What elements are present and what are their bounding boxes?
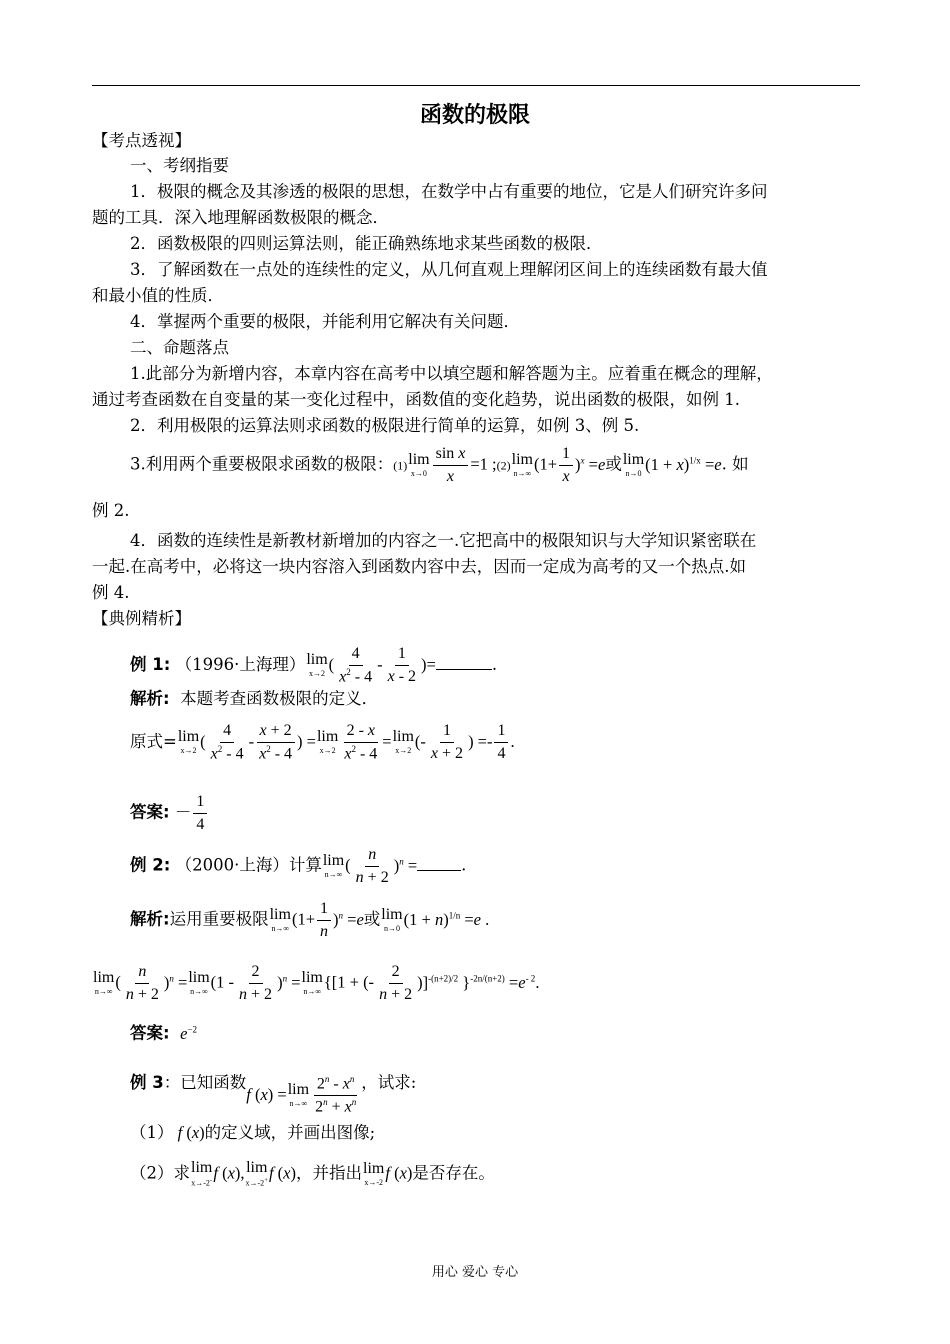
- section-header-kaodian: 【考点透视】: [92, 131, 191, 150]
- math-fraction: $\frac{x + 2}{x^2 - 4}$: [256, 722, 295, 763]
- math-lim: lim x→2: [392, 728, 414, 756]
- example-2-label: 例 2:: [130, 855, 171, 875]
- page-footer: 用心 爱心 专心: [431, 1265, 519, 1280]
- math-fraction: $\frac{4}{x^2 - 4}$: [210, 722, 244, 762]
- example-2-derivation: lim n→∞ ( $\frac{n}{n + 2}$ )$^n$ = lim n→∞ (1 - $\frac{2}{n + 2}$ )$^n$ = lim n→∞ {[1 + (- $\frac{2}{n + 2}$ )]$^{-(n+2)/2}$ }$^{-2n/(n+2)} =e^{- 2}$.: [93, 963, 540, 1003]
- point-4-line1: 4．函数的连续性是新教材新增加的内容之一.它把高中的极限知识与大学知识紧密联在: [130, 531, 757, 550]
- math-fraction: $\frac{n}{n + 2}$: [125, 963, 159, 1003]
- math-fraction: $\frac{4}{x^2 - 4}$: [339, 645, 373, 685]
- example-1-solution: 原式= lim x→2 ( $\frac{4}{x^2 - 4}$ - $\frac{x + 2}{x^2 - 4}$ ) = lim x→2 $\frac{2 - x}{x^2 - 4}$ = lim x→2 (- $\frac{1}{x + 2}$ ) =- $\frac{1}{4}$ .: [130, 722, 515, 762]
- point-3-line2: 例 2.: [92, 501, 130, 520]
- example-1-analysis-text: 本题考查函数极限的定义．: [180, 689, 379, 708]
- point-4-line3: 例 4.: [92, 583, 130, 602]
- question-2-mid: ，并指出: [296, 1163, 362, 1183]
- math-lim: lim n→∞: [511, 451, 533, 479]
- example-3: 例 3：已知函数f (x) = lim n→∞ $\frac{2^n - x^n}{2^n + x^n}$ ，试求:: [130, 1072, 417, 1116]
- requirement-2: 2．函数极限的四则运算法则，能正确熟练地求某些函数的极限．: [130, 234, 603, 253]
- analysis-label: 解析:: [130, 689, 170, 708]
- example-1-analysis: [130, 688, 378, 710]
- answer-sign: －: [174, 802, 192, 822]
- math-lim: lim n→∞: [301, 969, 323, 997]
- answer-blank: [436, 669, 492, 670]
- subsection-mingti: 二、命题落点: [130, 338, 229, 357]
- requirement-3-line2: 和最小值的性质．: [92, 286, 224, 305]
- question-2-number: （2）求: [130, 1163, 190, 1183]
- example-2: 例 2: （2000·上海）计算 lim n→∞ ( $\frac{n}{n + 2}$ )$^n$ = .: [130, 846, 467, 886]
- original-label: 原式=: [130, 731, 177, 751]
- point-3-line1: 3.利用两个重要极限求函数的极限：(1) lim x→0 $\frac{\text{sin x}}{x}$ =1 ;(2) lim n→∞ (1+ $\frac{1}{x}$ )$^x$ =e或 lim n→0 $(1 + x)^{1/x} =e$. 如: [130, 445, 749, 485]
- math-lim: lim n→∞: [322, 852, 345, 880]
- point-3-suffix: . 如: [721, 454, 749, 474]
- point-3-or: 或: [605, 454, 622, 474]
- math-lim: lim x→2: [177, 728, 200, 756]
- math-fraction: $\frac{2}{n + 2}$: [379, 963, 413, 1003]
- math-fraction: $\frac{1}{x - 2}$: [387, 645, 417, 685]
- point-1-line2: 通过考查函数在自变量的某一变化过程中，函数值的变化趋势，说出函数的极限，如例 1.: [92, 390, 740, 409]
- example-1: 例 1: （1996·上海理） lim x→2 ( $\frac{4}{x^2 - 4}$ - $\frac{1}{x - 2}$ )= .: [130, 645, 498, 685]
- math-lim: lim n→∞: [188, 969, 210, 997]
- math-lim: lim x→-2+: [245, 1159, 268, 1188]
- answer-blank: [417, 870, 461, 871]
- math-fraction: $\frac{n}{n + 2}$: [355, 846, 389, 886]
- example-1-answer: [130, 793, 209, 833]
- math-lim: lim n→0: [622, 451, 645, 479]
- example-3-label: 例 3: [130, 1072, 164, 1092]
- math-fraction: $\frac{1}{x + 2}$: [430, 722, 464, 762]
- subsection-kaogang: 一、考纲指要: [130, 156, 229, 175]
- math-fraction: $\frac{2^n - x^n}{2^n + x^n}$: [315, 1074, 357, 1116]
- example-3-question-1: （1） f (x)的定义域，并画出图像;: [130, 1123, 376, 1142]
- question-1-number: （1）: [130, 1123, 174, 1142]
- math-lim: lim n→∞: [93, 969, 115, 997]
- example-2-analysis: 解析:运用重要极限 lim n→∞ (1+ $\frac{1}{n}$ )$^n$ =e或 lim n→0 $(1 + n)^{1/n} =e$ .: [130, 900, 490, 940]
- math-fraction: $\frac{1}{4}$: [193, 793, 207, 833]
- math-fraction: $\frac{1}{n}$: [317, 900, 331, 940]
- math-lim: lim x→0: [408, 451, 430, 479]
- math-fraction: $\frac{1}{4}$: [494, 722, 508, 762]
- point-4-line2: 一起.在高考中，必将这一块内容溶入到函数内容中去，因而一定成为高考的又一个热点.如: [92, 557, 746, 576]
- question-2-end: 是否存在。: [412, 1163, 495, 1183]
- point-2: 2．利用极限的运算法则求函数的极限进行简单的运算，如例 3、例 5.: [130, 416, 640, 435]
- example-2-analysis-text: 运用重要极限: [169, 909, 269, 929]
- math-lim: lim n→0: [381, 906, 403, 934]
- example-1-label: 例 1:: [130, 654, 171, 674]
- analysis-label: 解析:: [130, 909, 170, 929]
- requirement-1-line2: 题的工具．深入地理解函数极限的概念．: [92, 208, 389, 227]
- requirement-3-line1: 3．了解函数在一点处的连续性的定义，从几何直观上理解闭区间上的连续函数有最大值: [130, 260, 768, 279]
- point-1-line1: 1.此部分为新增内容，本章内容在高考中以填空题和解答题为主。应着重在概念的理解，: [130, 364, 773, 383]
- math-fraction: $\frac{\text{sin x}}{x}$: [433, 445, 469, 485]
- example-2-or: 或: [363, 909, 381, 929]
- example-2-answer: 答案: $e^{-2}$: [130, 1023, 198, 1043]
- answer-label: 答案:: [130, 802, 170, 822]
- page-title: 函数的极限: [419, 103, 530, 128]
- math-lim: lim x→2: [306, 651, 328, 679]
- math-fraction: $\frac{2}{n + 2}$: [239, 963, 273, 1003]
- math-lim: lim n→∞: [269, 906, 291, 934]
- math-lim: lim n→∞: [287, 1081, 310, 1109]
- header-rule: [92, 85, 860, 86]
- section-header-dianli: 【典例精析】: [92, 609, 191, 628]
- requirement-1-line1: 1．极限的概念及其渗透的极限的思想，在数学中占有重要的地位，它是人们研究许多问: [130, 182, 768, 201]
- example-3-ask: ，试求:: [361, 1072, 417, 1092]
- example-3-question-2: （2）求 lim x→-2- f (x), lim x→-2+ f (x)，并指出 lim x→-2 f (x)是否存在。: [130, 1159, 495, 1188]
- example-3-intro: ：已知函数: [163, 1072, 247, 1092]
- math-lim: lim x→2: [316, 728, 339, 756]
- math-lim: lim x→-2-: [191, 1159, 213, 1188]
- point-3-prefix: 3.利用两个重要极限求函数的极限：: [130, 454, 394, 474]
- math-lim: lim x→-2: [363, 1159, 385, 1187]
- example-1-source: （1996·上海理）: [175, 654, 306, 674]
- math-fraction: $\frac{2 - x}{x^2 - 4}$: [344, 722, 378, 762]
- question-1-text: 的定义域，并画出图像;: [204, 1123, 376, 1142]
- math-fraction: $\frac{1}{x}$: [559, 445, 573, 485]
- answer-label: 答案:: [130, 1023, 170, 1043]
- example-2-source: （2000·上海）计算: [175, 855, 322, 875]
- requirement-4: 4．掌握两个重要的极限，并能利用它解决有关问题．: [130, 312, 520, 331]
